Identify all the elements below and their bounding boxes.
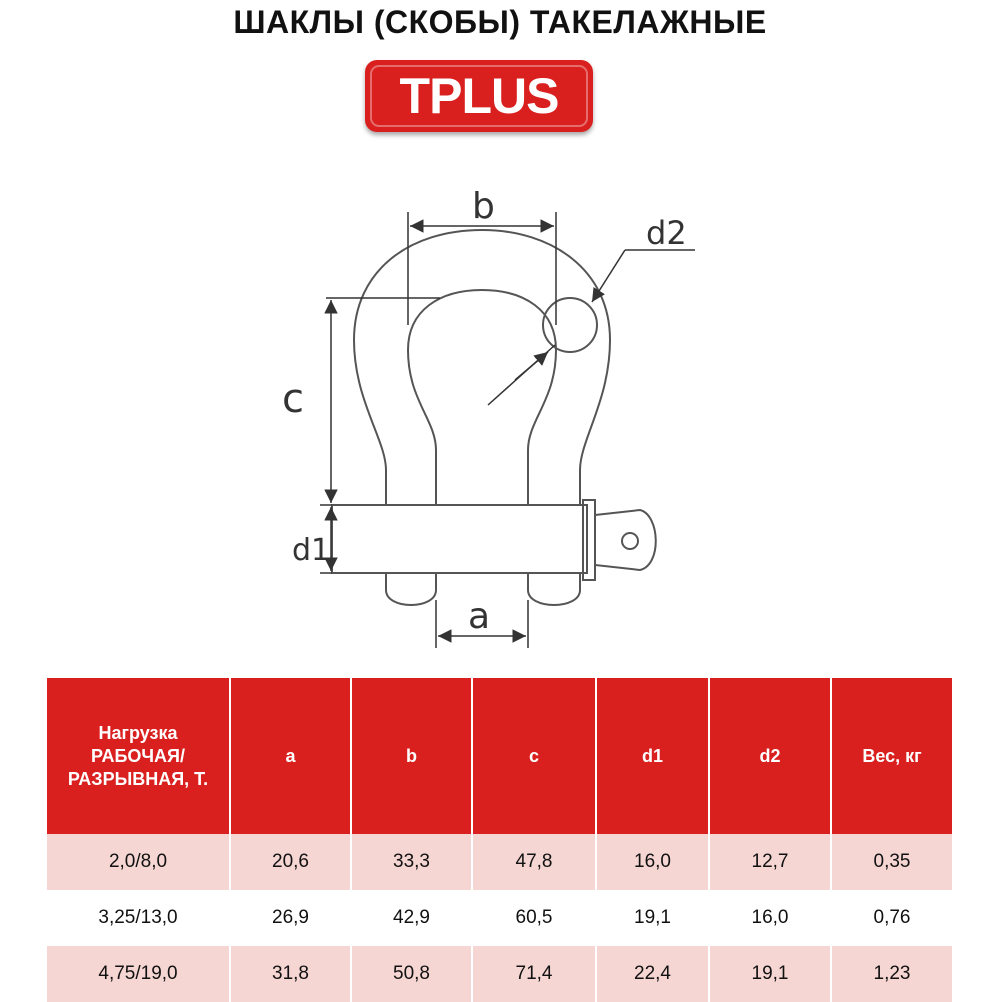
cell-load: 2,0/8,0 <box>47 834 230 890</box>
shackle-pin <box>332 505 587 573</box>
cell-b: 42,9 <box>351 890 472 946</box>
header-d1: d1 <box>596 678 709 834</box>
cell-c: 71,4 <box>472 946 596 1002</box>
cell-a: 31,8 <box>230 946 351 1002</box>
cell-weight: 0,76 <box>831 890 952 946</box>
label-b: b <box>472 186 495 227</box>
header-b: b <box>351 678 472 834</box>
cell-d2: 16,0 <box>709 890 831 946</box>
header-c: c <box>472 678 596 834</box>
cell-weight: 1,23 <box>831 946 952 1002</box>
cell-d1: 16,0 <box>596 834 709 890</box>
cell-b: 33,3 <box>351 834 472 890</box>
shackle-diagram <box>270 165 710 665</box>
cell-load: 3,25/13,0 <box>47 890 230 946</box>
header-d2: d2 <box>709 678 831 834</box>
cell-load: 4,75/19,0 <box>47 946 230 1002</box>
header-a: a <box>230 678 351 834</box>
header-weight: Вес, кг <box>831 678 952 834</box>
label-a: a <box>468 596 491 637</box>
shackle-outer <box>354 230 610 505</box>
header-load: Нагрузка РАБОЧАЯ/ РАЗРЫВНАЯ, Т. <box>47 678 230 834</box>
table-row <box>47 890 952 946</box>
cell-b: 50,8 <box>351 946 472 1002</box>
label-d2: d2 <box>646 214 687 252</box>
logo-text: TPLUS <box>399 68 559 124</box>
label-c: c <box>282 376 304 422</box>
label-d1: d1 <box>292 533 331 568</box>
table-row <box>47 946 952 1002</box>
cell-a: 26,9 <box>230 890 351 946</box>
cell-weight: 0,35 <box>831 834 952 890</box>
cell-d2: 19,1 <box>709 946 831 1002</box>
cell-c: 47,8 <box>472 834 596 890</box>
shackle-inner <box>408 290 556 505</box>
cell-d1: 22,4 <box>596 946 709 1002</box>
cell-d1: 19,1 <box>596 890 709 946</box>
cell-c: 60,5 <box>472 890 596 946</box>
tplus-logo <box>365 60 593 132</box>
pin-tab <box>595 510 656 570</box>
table-row <box>47 834 952 890</box>
cell-d2: 12,7 <box>709 834 831 890</box>
table-header-row <box>47 678 952 834</box>
cell-a: 20,6 <box>230 834 351 890</box>
spec-table <box>47 678 952 1002</box>
page-title: ШАКЛЫ (СКОБЫ) ТАКЕЛАЖНЫЕ <box>233 4 767 40</box>
